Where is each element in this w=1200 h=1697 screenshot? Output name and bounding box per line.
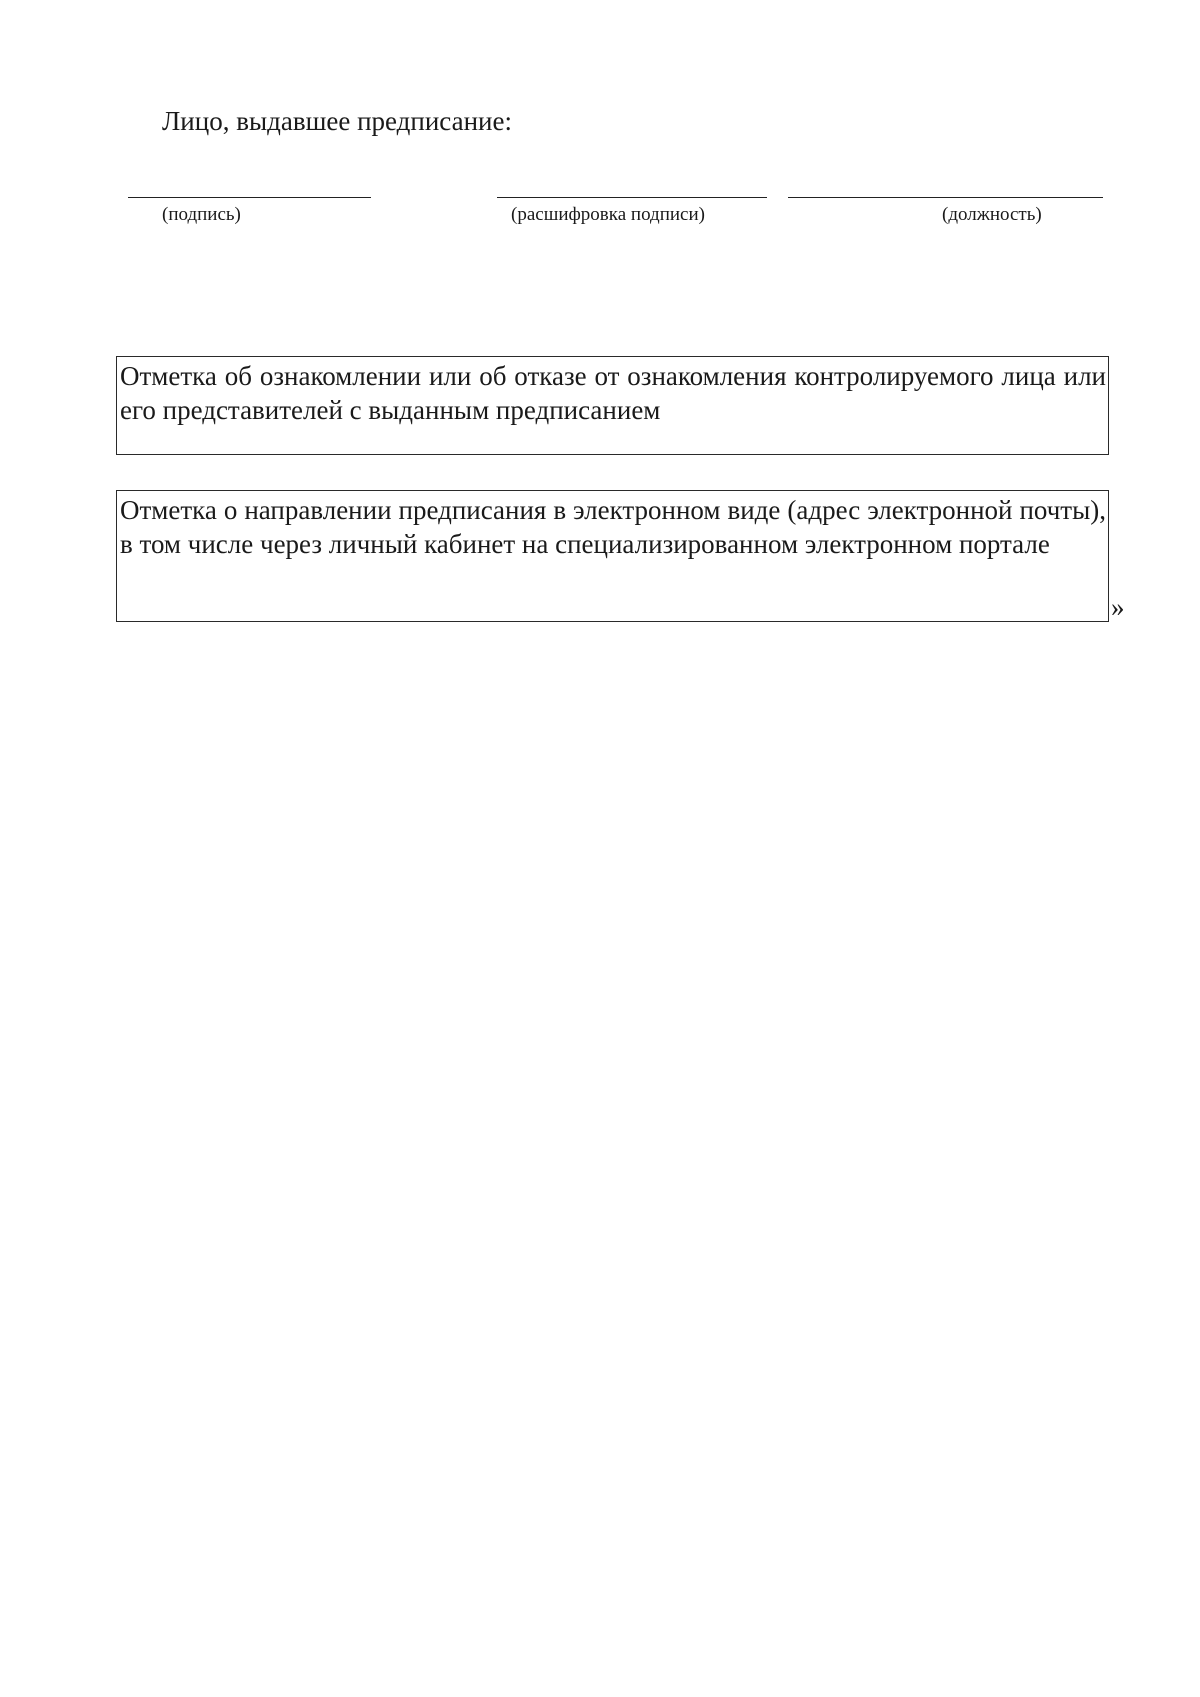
electronic-mark-box xyxy=(116,490,1109,622)
position-caption: (должность) xyxy=(942,204,1042,225)
acquaintance-mark-box xyxy=(116,356,1109,455)
signature-decoding-line xyxy=(497,197,767,198)
position-line xyxy=(788,197,1103,198)
signature-caption: (подпись) xyxy=(162,204,241,225)
issuer-heading: Лицо, выдавшее предписание: xyxy=(162,106,512,136)
acquaintance-mark-text: Отметка об ознакомлении или об отказе от ознакомления контролируемого лица или его представителей с выданным предписанием xyxy=(120,361,1106,425)
electronic-mark-text: Отметка о направлении предписания в электронном виде (адрес электронной почты), в том числе через личный кабинет на специализированном электронном портале xyxy=(120,495,1106,559)
closing-quote: » xyxy=(1111,592,1125,622)
signature-decoding-caption: (расшифровка подписи) xyxy=(511,204,705,225)
signature-line xyxy=(128,197,371,198)
